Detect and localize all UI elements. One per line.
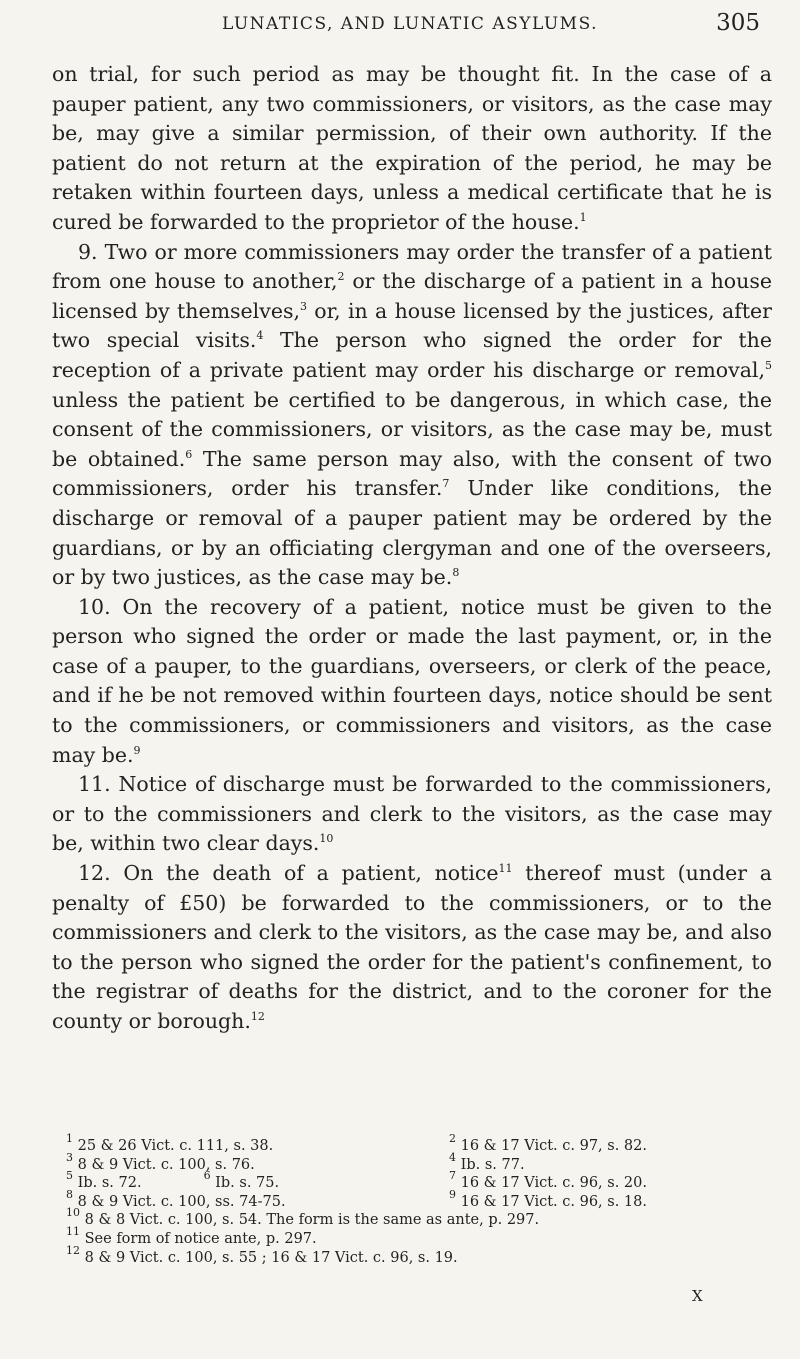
text-run: The same person may also, with the consent of two commissioners, order his transfer. xyxy=(52,446,773,501)
page-number: 305 xyxy=(716,10,760,36)
footnote xyxy=(66,1132,274,1154)
footnote-row xyxy=(66,1169,756,1193)
text-run: 10. On the recovery of a patient, notice must be given to the person who signed the order or made the last payment, or, in the case of a pauper, to the guardians, overseers, or clerk of the peace, and if he be not removed within fourteen days, notice should be sent to the commissioners, or commissioners and visitors, as the case may be. xyxy=(52,594,772,767)
footnote-ref[interactable]: 5 xyxy=(765,358,772,372)
footnote-number: 11 xyxy=(66,1224,80,1238)
footnote-row xyxy=(66,1150,756,1175)
footnote-text: 8 & 9 Vict. c. 100, s. 76. xyxy=(73,1156,255,1173)
footnote-col-left xyxy=(66,1187,449,1212)
footnote xyxy=(449,1187,647,1210)
footnote xyxy=(66,1169,142,1192)
running-title: LUNATICS, AND LUNATIC ASYLUMS. xyxy=(221,14,599,34)
text-run: unless the patient be certified to be dangerous, in which case, the consent of the commissioners, or visitors, as the case may be, must be obtained. xyxy=(52,387,772,471)
footnote-ref[interactable]: 2 xyxy=(337,270,345,284)
footnote-ref[interactable]: 11 xyxy=(498,862,513,876)
footnote-text: 8 & 9 Vict. c. 100, ss. 74-75. xyxy=(73,1193,286,1210)
footnote xyxy=(66,1224,317,1247)
footnote-text: Ib. s. 77. xyxy=(456,1156,525,1173)
footnote-row xyxy=(66,1187,756,1212)
footnote-text: 8 & 8 Vict. c. 100, s. 54. The form is the same as ante, p. 297. xyxy=(80,1212,540,1229)
signature-mark: X xyxy=(692,1287,703,1305)
footnote-ref[interactable]: 6 xyxy=(185,447,193,461)
footnote xyxy=(66,1206,540,1229)
footnote-text: 16 & 17 Vict. c. 96, s. 20. xyxy=(456,1175,647,1192)
footnote-col-right xyxy=(449,1132,647,1156)
footnote-number: 3 xyxy=(66,1150,73,1164)
footnote-number: 9 xyxy=(449,1187,456,1201)
footnote xyxy=(449,1169,647,1192)
footnote-ref[interactable]: 3 xyxy=(299,299,307,313)
footnote-text: 8 & 9 Vict. c. 100, s. 55 ; 16 & 17 Vict. c. 96, s. 19. xyxy=(80,1249,458,1266)
footnote-number: 12 xyxy=(66,1243,80,1257)
footnote-number: 10 xyxy=(66,1206,80,1220)
page-header xyxy=(60,10,760,44)
footnote-col-left xyxy=(66,1169,449,1193)
footnote-col-right xyxy=(449,1169,647,1193)
paragraph-p9 xyxy=(52,238,772,593)
footnote-text: See form of notice ante, p. 297. xyxy=(80,1230,317,1247)
footnote-ref[interactable]: 12 xyxy=(250,1010,265,1023)
footnote-ref[interactable]: 4 xyxy=(256,329,264,343)
footnote-line xyxy=(66,1243,756,1268)
footnote-number: 2 xyxy=(449,1132,456,1145)
footnote-ref[interactable]: 10 xyxy=(319,832,334,846)
footnote-ref[interactable]: 9 xyxy=(133,743,141,757)
text-run: 12. On the death of a patient, notice xyxy=(78,861,499,886)
text-run: thereof must (under a penalty of £50) be forwarded to the commissioners, or to the commissioners and clerk to the visitors, as the case may be, and also to the person who signed the order for the patient's confinement, to the registrar of deaths for the district, and to the coroner for the county or borough. xyxy=(52,861,772,1033)
text-run: 11. Notice of discharge must be forwarded to the commissioners, or to the commissioners and clerk to the visitors, as the case may be, within two clear days. xyxy=(52,772,772,856)
footnote xyxy=(66,1187,286,1210)
footnote-number: 7 xyxy=(449,1169,456,1183)
text-run: on trial, for such period as may be thought fit. In the case of a pauper patient, any two commissioners, or visitors, as the case may be, may give a similar permission, of their own authority. If the patient do not return at the expiration of the period, he may be retaken within fourteen days, unless a medical certificate that he is cured be forwarded to the proprietor of the house. xyxy=(52,62,772,234)
paragraph-cont xyxy=(52,60,772,238)
footnote-text: Ib. s. 72. xyxy=(73,1175,142,1192)
footnote xyxy=(66,1243,458,1266)
footnote-row xyxy=(66,1132,756,1156)
text-run: Under like conditions, the discharge or removal of a pauper patient may be ordered by the guardians, or by an officiating clergyman and one of the overseers, or by two justices, as the case may be. xyxy=(52,476,772,590)
body-text xyxy=(52,60,772,1037)
paragraph-p10 xyxy=(52,593,772,771)
footnote-ref[interactable]: 1 xyxy=(579,210,587,224)
footnote-number: 4 xyxy=(449,1150,456,1164)
footnote xyxy=(449,1132,647,1154)
text-run: The person who signed the order for the reception of a private patient may order his discharge or removal, xyxy=(52,328,772,382)
footnote xyxy=(66,1150,255,1173)
footnote-text: 16 & 17 Vict. c. 97, s. 82. xyxy=(456,1138,647,1154)
footnote-text: Ib. s. 75. xyxy=(210,1175,280,1192)
footnote-line xyxy=(66,1224,756,1249)
footnote-ref[interactable]: 8 xyxy=(452,566,460,580)
footnote-line xyxy=(66,1206,756,1230)
footnote-col-right xyxy=(449,1187,647,1212)
text-run: 9. Two or more commissioners may order the transfer of a patient from one house to another, xyxy=(52,239,772,294)
footnote-number: 8 xyxy=(66,1187,73,1201)
footnote-col-left xyxy=(66,1132,449,1156)
text-run: or the discharge of a patient in a house licensed by themselves, xyxy=(52,269,773,323)
footnote xyxy=(449,1150,525,1173)
footnote-col-left xyxy=(66,1150,449,1175)
footnote-number: 5 xyxy=(66,1169,73,1183)
paragraph-p12 xyxy=(52,859,772,1037)
footnote-ref[interactable]: 7 xyxy=(442,477,450,491)
footnotes xyxy=(66,1132,756,1267)
footnote xyxy=(203,1169,280,1192)
footnote-text: 25 & 26 Vict. c. 111, s. 38. xyxy=(73,1138,274,1154)
footnote-text: 16 & 17 Vict. c. 96, s. 18. xyxy=(456,1193,647,1210)
paragraph-p11 xyxy=(52,770,772,859)
footnote-number: 6 xyxy=(203,1169,211,1183)
footnote-number: 1 xyxy=(66,1132,73,1145)
text-run: or, in a house licensed by the justices, after two special visits. xyxy=(52,298,772,353)
footnote-col-right xyxy=(449,1150,525,1175)
